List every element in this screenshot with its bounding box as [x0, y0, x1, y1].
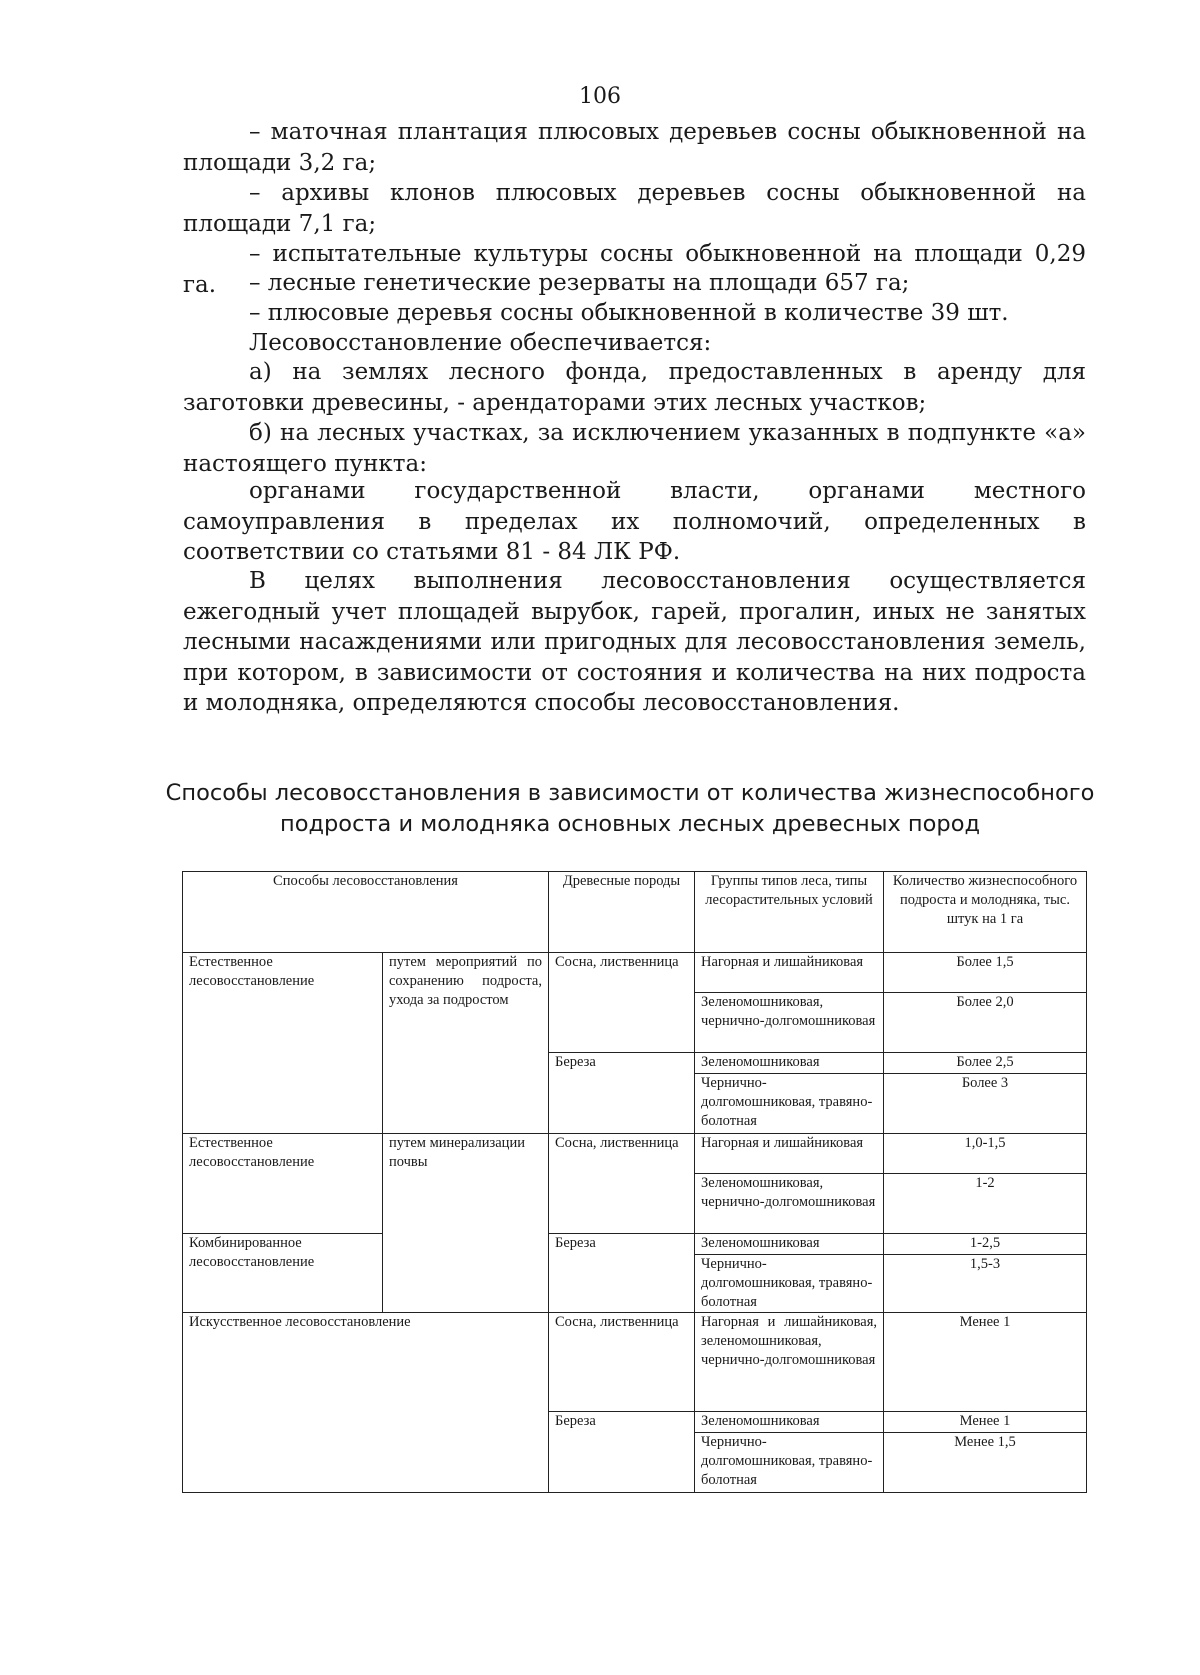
method-cell: Комбинированное лесовосстановление: [183, 1234, 383, 1313]
method-cell: Естественное лесовосстановление: [183, 1134, 383, 1234]
condition-cell: Чернично-долгомошниковая, травяно-болотная: [695, 1255, 884, 1313]
paragraph-plus-trees: – плюсовые деревья сосны обыкновенной в количестве 39 шт.: [249, 300, 1009, 326]
species-cell: Береза: [549, 1053, 695, 1134]
amount-cell: Менее 1: [884, 1412, 1087, 1433]
amount-cell: 1,5-3: [884, 1255, 1087, 1313]
condition-cell: Нагорная и лишайниковая, зеленомошниковая, чернично-долгомошниковая: [695, 1313, 884, 1412]
paragraph-item-b: б) на лесных участках, за исключением указанных в подпункте «а» настоящего пункта:: [183, 420, 1086, 477]
condition-cell: Зеленомошниковая: [695, 1053, 884, 1074]
table-row: [183, 953, 1087, 993]
method-cell: Естественное лесовосстановление: [183, 953, 383, 1134]
species-cell: Сосна, лиственница: [549, 1313, 695, 1412]
paragraph-test-cultures: – испытательные культуры сосны обыкновенной на площади 0,29 га.: [183, 241, 1086, 298]
paragraph-genetic-reserves: – лесные генетические резерваты на площади 657 га;: [249, 270, 910, 296]
condition-cell: Зеленомошниковая: [695, 1234, 884, 1255]
table-title: Способы лесовосстановления в зависимости от количества жизнеспособного подроста и молодняка основных лесных древесных пород: [165, 780, 1095, 837]
header-methods: Способы лесовосстановления: [183, 872, 549, 953]
method-detail-cell: путем минерализации почвы: [383, 1134, 549, 1313]
page-number: 106: [579, 84, 621, 109]
amount-cell: Менее 1,5: [884, 1433, 1087, 1493]
amount-cell: Более 3: [884, 1074, 1087, 1134]
amount-cell: Менее 1: [884, 1313, 1087, 1412]
reforestation-methods-table: [182, 871, 1087, 1493]
condition-cell: Зеленомошниковая: [695, 1412, 884, 1433]
amount-cell: Более 2,5: [884, 1053, 1087, 1074]
header-species: Древесные породы: [549, 872, 695, 953]
amount-cell: 1-2: [884, 1174, 1087, 1234]
condition-cell: Чернично-долгомошниковая, травяно-болотная: [695, 1074, 884, 1134]
amount-cell: 1-2,5: [884, 1234, 1087, 1255]
header-forest-types: Группы типов леса, типы лесорастительных условий: [695, 872, 884, 953]
method-detail-cell: путем мероприятий по сохранению подроста, ухода за подростом: [383, 953, 549, 1134]
header-amount: Количество жизнеспособного подроста и молодняка, тыс. штук на 1 га: [884, 872, 1087, 953]
condition-cell: Нагорная и лишайниковая: [695, 953, 884, 993]
table-row: [183, 1134, 1087, 1174]
paragraph-annual-accounting: В целях выполнения лесовосстановления осуществляется ежегодный учет площадей вырубок, гарей, прогалин, иных не занятых лесными насаждениями или пригодных для лесовосстановления земель, при котором, в зависимости от состояния и количества на них подроста и молодняка, определяются способы лесовосстановления.: [183, 568, 1086, 717]
species-cell: Береза: [549, 1234, 695, 1313]
condition-cell: Нагорная и лишайниковая: [695, 1134, 884, 1174]
amount-cell: Более 1,5: [884, 953, 1087, 993]
paragraph-clone-archives: – архивы клонов плюсовых деревьев сосны обыкновенной на площади 7,1 га;: [183, 180, 1086, 237]
species-cell: Береза: [549, 1412, 695, 1493]
amount-cell: Более 2,0: [884, 993, 1087, 1053]
method-cell: Искусственное лесовосстановление: [183, 1313, 549, 1493]
paragraph-item-a: а) на землях лесного фонда, предоставленных в аренду для заготовки древесины, - арендаторами этих лесных участков;: [183, 359, 1086, 416]
condition-cell: Зеленомошниковая, чернично-долгомошниковая: [695, 993, 884, 1053]
paragraph-mother-plantation: – маточная плантация плюсовых деревьев сосны обыкновенной на площади 3,2 га;: [183, 119, 1086, 176]
paragraph-authorities: органами государственной власти, органами местного самоуправления в пределах их полномочий, определенных в соответствии со статьями 81 - 84 ЛК РФ.: [183, 478, 1086, 566]
table-header-row: [183, 872, 1087, 953]
paragraph-reforestation-provided: Лесовосстановление обеспечивается:: [249, 330, 712, 356]
table-row: [183, 1313, 1087, 1412]
species-cell: Сосна, лиственница: [549, 1134, 695, 1234]
amount-cell: 1,0-1,5: [884, 1134, 1087, 1174]
table-row: [183, 1234, 1087, 1255]
condition-cell: Чернично-долгомошниковая, травяно-болотная: [695, 1433, 884, 1493]
species-cell: Сосна, лиственница: [549, 953, 695, 1053]
condition-cell: Зеленомошниковая, чернично-долгомошниковая: [695, 1174, 884, 1234]
